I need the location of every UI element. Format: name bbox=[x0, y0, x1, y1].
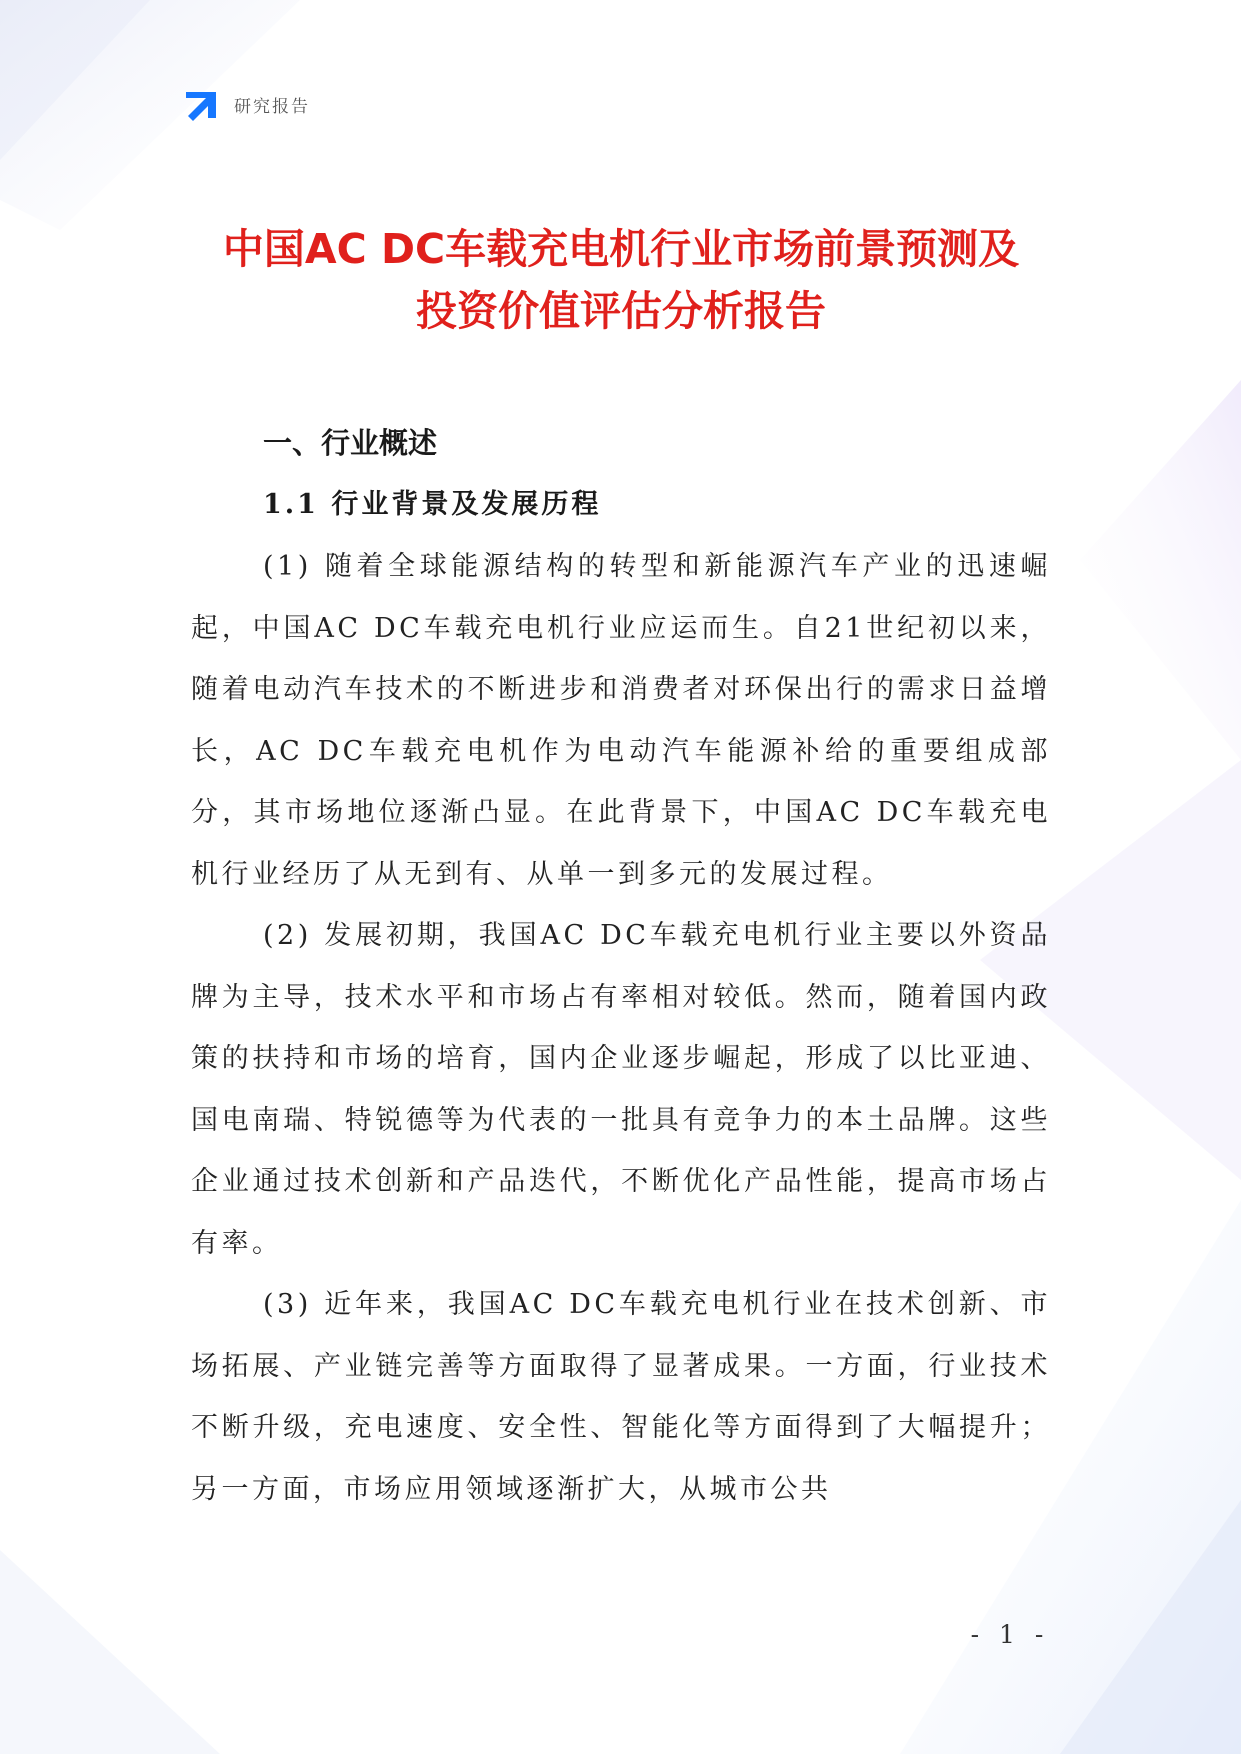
document-body bbox=[191, 412, 1051, 1520]
arrow-up-right-icon bbox=[186, 86, 222, 122]
page-number: - 1 - bbox=[970, 1620, 1050, 1649]
report-header bbox=[186, 86, 310, 122]
paragraph-1: (1) 随着全球能源结构的转型和新能源汽车产业的迅速崛起，中国AC DC车载充电机行业应运而生。自21世纪初以来，随着电动汽车技术的不断进步和消费者对环保出行的需求日益增长，AC DC车载充电机作为电动汽车能源补给的重要组成部分，其市场地位逐渐凸显。在此背景下，中国AC DC车载充电机行业经历了从无到有、从单一到多元的发展过程。 bbox=[191, 551, 1051, 890]
paragraph-3: (3) 近年来，我国AC DC车载充电机行业在技术创新、市场拓展、产业链完善等方面取得了显著成果。一方面，行业技术不断升级，充电速度、安全性、智能化等方面得到了大幅提升；另一方面，市场应用领域逐渐扩大，从城市公共 bbox=[191, 1289, 1051, 1505]
header-label: 研究报告 bbox=[234, 96, 310, 117]
paragraph-2: (2) 发展初期，我国AC DC车载充电机行业主要以外资品牌为主导，技术水平和市场占有率相对较低。然而，随着国内政策的扶持和市场的培育，国内企业逐步崛起，形成了以比亚迪、国电南瑞、特锐德等为代表的一批具有竞争力的本土品牌。这些企业通过技术创新和产品迭代，不断优化产品性能，提高市场占有率。 bbox=[191, 920, 1051, 1259]
report-title bbox=[186, 218, 1056, 342]
subsection-heading: 1.1 行业背景及发展历程 bbox=[263, 489, 602, 520]
section-heading: 一、行业概述 bbox=[263, 426, 438, 460]
title-line-2: 投资价值评估分析报告 bbox=[416, 287, 826, 335]
title-line-1: 中国AC DC车载充电机行业市场前景预测及 bbox=[222, 225, 1020, 273]
